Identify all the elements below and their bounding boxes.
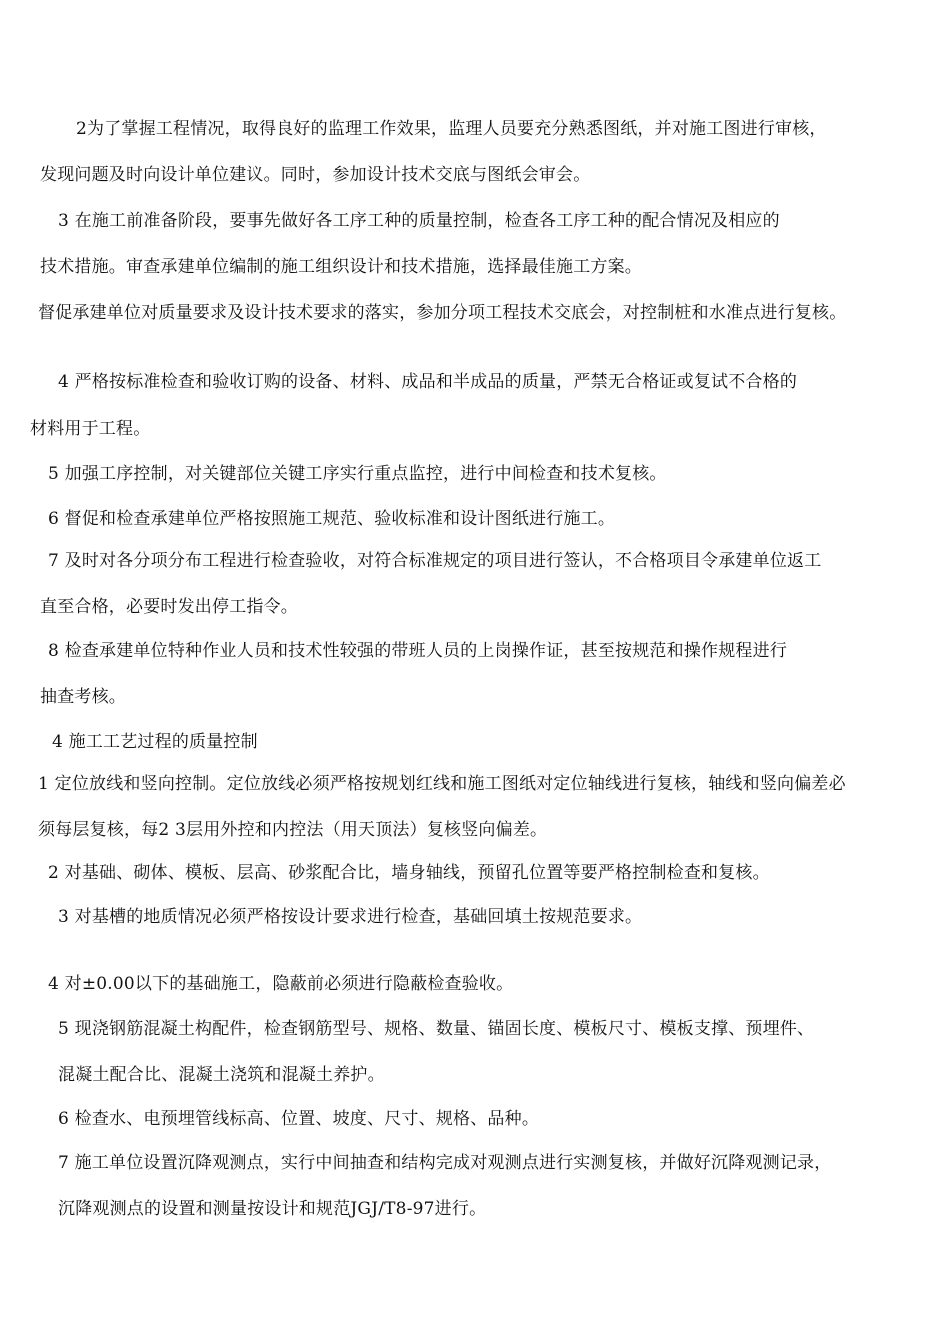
paragraph-line: 发现问题及时向设计单位建议。同时，参加设计技术交底与图纸会审会。 [40,165,591,185]
paragraph-line: 6 督促和检查承建单位严格按照施工规范、验收标准和设计图纸进行施工。 [48,509,616,529]
paragraph-line: 材料用于工程。 [30,419,151,439]
paragraph-line: 3 在施工前准备阶段，要事先做好各工序工种的质量控制，检查各工序工种的配合情况及相应的 [58,211,780,231]
paragraph-line: 须每层复核，每2 3层用外控和内控法（用天顶法）复核竖向偏差。 [38,820,548,840]
paragraph-line: 4 对±0.00以下的基础施工，隐蔽前必须进行隐蔽检查验收。 [48,974,514,994]
paragraph-line: 7 施工单位设置沉降观测点，实行中间抽查和结构完成对观测点进行实测复核，并做好沉降观测记录， [58,1153,832,1173]
paragraph-line: 2为了掌握工程情况，取得良好的监理工作效果，监理人员要充分熟悉图纸，并对施工图进行审核， [76,119,827,139]
paragraph-line: 8 检查承建单位特种作业人员和技术性较强的带班人员的上岗操作证，甚至按规范和操作规程进行 [48,641,788,661]
paragraph-line: 3 对基槽的地质情况必须严格按设计要求进行检查，基础回填土按规范要求。 [58,907,643,927]
paragraph-line: 4 严格按标准检查和验收订购的设备、材料、成品和半成品的质量，严禁无合格证或复试不合格的 [58,372,798,392]
paragraph-line: 沉降观测点的设置和测量按设计和规范JGJ/T8-97进行。 [58,1199,487,1219]
paragraph-line: 督促承建单位对质量要求及设计技术要求的落实，参加分项工程技术交底会，对控制桩和水准点进行复核。 [38,303,847,323]
paragraph-line: 5 加强工序控制，对关键部位关键工序实行重点监控，进行中间检查和技术复核。 [48,464,667,484]
paragraph-line: 2 对基础、砌体、模板、层高、砂浆配合比，墙身轴线，预留孔位置等要严格控制检查和复核。 [48,863,770,883]
paragraph-line: 混凝土配合比、混凝土浇筑和混凝土养护。 [58,1065,385,1085]
paragraph-line: 直至合格，必要时发出停工指令。 [40,597,298,617]
paragraph-line: 技术措施。审查承建单位编制的施工组织设计和技术措施，选择最佳施工方案。 [40,257,642,277]
paragraph-line: 5 现浇钢筋混凝土构配件，检查钢筋型号、规格、数量、锚固长度、模板尺寸、模板支撑、预埋件、 [58,1019,815,1039]
paragraph-line: 抽查考核。 [40,687,126,707]
paragraph-line: 1 定位放线和竖向控制。定位放线必须严格按规划红线和施工图纸对定位轴线进行复核，轴线和竖向偏差必 [38,774,846,794]
section-heading: 4 施工工艺过程的质量控制 [52,732,258,752]
paragraph-line: 7 及时对各分项分布工程进行检查验收，对符合标准规定的项目进行签认，不合格项目令承建单位返工 [48,551,822,571]
paragraph-line: 6 检查水、电预埋管线标高、位置、坡度、尺寸、规格、品种。 [58,1109,540,1129]
